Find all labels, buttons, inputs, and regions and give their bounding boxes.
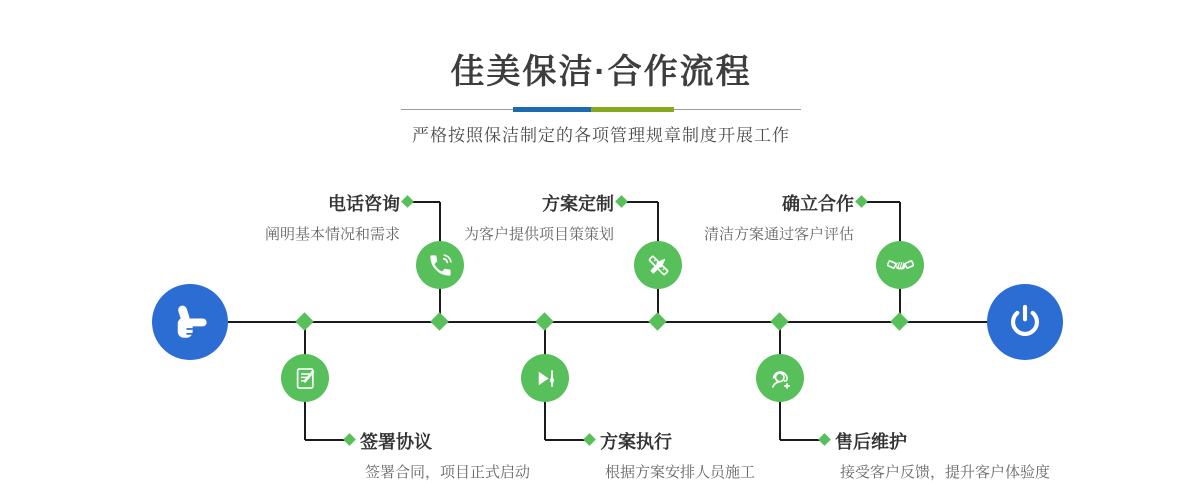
- diamond-marker: [535, 312, 553, 330]
- step-desc: 签署合同，项目正式启动: [365, 464, 531, 481]
- step-circle-phone: [416, 241, 464, 289]
- step-title: 售后维护: [835, 432, 907, 452]
- step-circle-execution: [521, 354, 569, 402]
- diamond-marker: [295, 312, 313, 330]
- play-forward-icon: [532, 365, 559, 392]
- step-title: 方案执行: [600, 432, 672, 452]
- diamond-bullet: [401, 195, 414, 208]
- diamond-marker: [770, 312, 788, 330]
- diamond-bullet: [615, 195, 628, 208]
- diamond-bullet: [855, 195, 868, 208]
- step-label-contract: [360, 428, 530, 482]
- step-circle-cooperation: [876, 241, 924, 289]
- diamond-bullet: [343, 433, 356, 446]
- step-circle-aftersales: [756, 354, 804, 402]
- start-endpoint: [152, 284, 228, 360]
- customer-service-icon: [767, 365, 794, 392]
- diamond-bullet: [583, 433, 596, 446]
- diamond-marker: [430, 312, 448, 330]
- step-label-aftersales: [835, 428, 1050, 482]
- step-circle-design: [634, 241, 682, 289]
- step-label-design: [464, 190, 614, 244]
- page-subtitle: 严格按照保洁制定的各项管理规章制度开展工作: [412, 126, 790, 145]
- timeline-main-line: [228, 321, 990, 323]
- diamond-marker: [648, 312, 666, 330]
- contract-icon: [292, 365, 319, 392]
- step-desc: 根据方案安排人员施工: [605, 464, 756, 481]
- step-desc: 为客户提供项目策策划: [463, 226, 614, 243]
- end-endpoint: [987, 284, 1063, 360]
- pencil-ruler-icon: [645, 252, 672, 279]
- step-desc: 清洁方案通过客户评估: [703, 226, 854, 243]
- phone-icon: [427, 252, 454, 279]
- step-desc: 阐明基本情况和需求: [264, 226, 400, 243]
- step-label-cooperation: [704, 190, 854, 244]
- step-title: 电话咨询: [328, 194, 400, 214]
- page-title: 佳美保洁·合作流程: [450, 53, 752, 91]
- step-title: 签署协议: [360, 432, 432, 452]
- step-desc: 接受客户反馈，提升客户体验度: [840, 464, 1051, 481]
- handshake-icon: [887, 252, 914, 279]
- diamond-marker: [890, 312, 908, 330]
- power-icon: [1003, 300, 1047, 344]
- step-circle-contract: [281, 354, 329, 402]
- hand-pointer-icon: [169, 301, 211, 343]
- step-title: 方案定制: [542, 194, 614, 214]
- step-label-execution: [600, 428, 755, 482]
- step-label-phone: [265, 190, 400, 244]
- step-title: 确立合作: [782, 194, 854, 214]
- diamond-bullet: [818, 433, 831, 446]
